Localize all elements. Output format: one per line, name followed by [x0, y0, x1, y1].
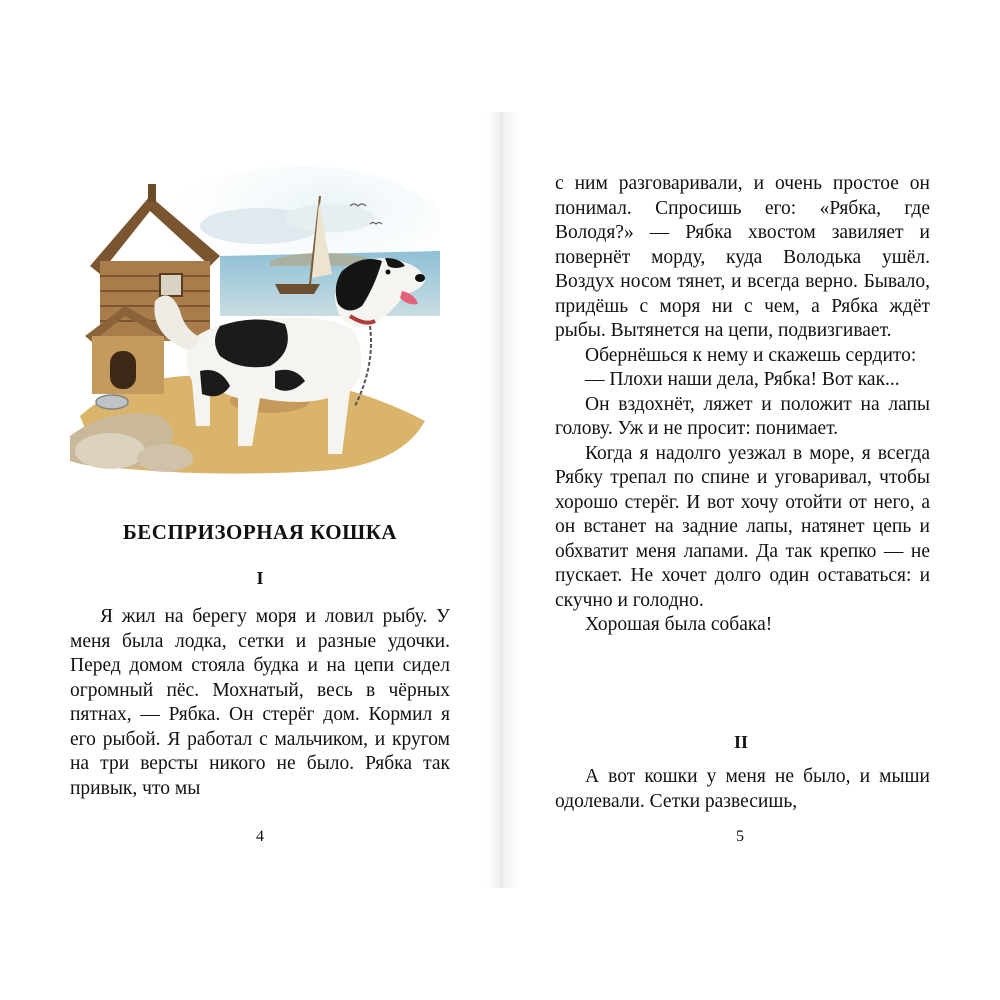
paragraph: с ним разговаривали, и очень простое он понимал. Спросишь его: «Рябка, где Володя?» — Рябка хвостом завиляет и повернёт морду, куда Володька ушёл. Воздух носом тянет, и всегда верно. Бывало, придёшь с моря ни с чем, а Рябка ждёт рыбы. Вытянется на цепи, подвизгивает. — [555, 173, 930, 341]
left-page-text — [70, 605, 450, 801]
page-number-left: 4 — [256, 828, 264, 845]
story-title: БЕСПРИЗОРНАЯ КОШКА — [122, 520, 398, 544]
right-page-text-2 — [555, 765, 930, 814]
dog-by-hut-illustration — [70, 166, 440, 486]
paragraph: Обернёшься к нему и скажешь сердито: — [585, 344, 917, 366]
paragraph: Я жил на берегу моря и ловил рыбу. У меня была лодка, сетки и разные удочки. Перед домом стояла будка и на цепи сидел огромный пёс. Мохнатый, весь в чёрных пятнах, — Рябка. Он стерёг дом. Кормил я его рыбой. Я работал с мальчиком, и кругом на три версты никого не было. Рябка так привык, что мы — [70, 606, 450, 799]
paragraph: Хорошая была собака! — [585, 614, 773, 635]
chapter-heading-1: I — [256, 568, 264, 588]
book-gutter — [486, 112, 500, 888]
paragraph: Когда я надолго уезжал в море, я всегда Рябку трепал по спине и уговаривал, чтобы хорошо стерёг. И вот хочу отойти от него, а он встанет на задние лапы, натянет цепь и обхватит меня лапами. Да так крепко — не пускает. Не хочет долго один оставаться: и скучно и голодно. — [555, 442, 930, 611]
page-number-right: 5 — [736, 828, 744, 845]
paragraph: А вот кошки у меня не было, и мыши одолевали. Сетки развесишь, — [555, 766, 930, 812]
chapter-heading-2: II — [733, 732, 748, 752]
paragraph: Он вздохнёт, ляжет и положит на лапы голову. Уж и не просит: понимает. — [555, 393, 930, 439]
paragraph: — Плохи наши дела, Рябка! Вот как... — [585, 369, 900, 390]
right-page-text — [555, 172, 930, 638]
